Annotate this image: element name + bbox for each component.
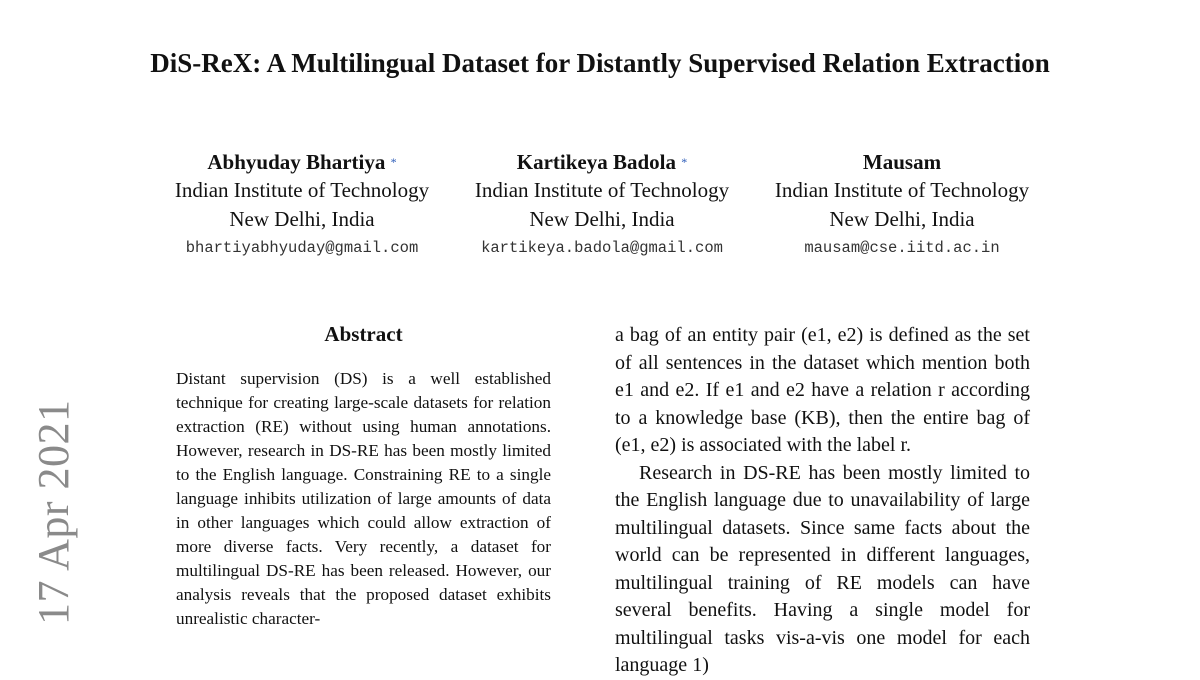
author-email: mausam@cse.iitd.ac.in — [804, 239, 1000, 257]
author-email: bhartiyabhyuday@gmail.com — [185, 239, 419, 257]
author-block — [752, 148, 1052, 262]
paper-title: DiS-ReX: A Multilingual Dataset for Distantly Supervised Relation Extraction — [150, 48, 1050, 78]
author-affiliation: Indian Institute of Technology — [174, 178, 430, 202]
author-name — [752, 148, 1052, 176]
author-block — [152, 148, 452, 262]
abstract-heading: Abstract — [324, 322, 403, 346]
author-location: New Delhi, India — [229, 207, 375, 231]
author-name — [152, 148, 452, 176]
body-paragraph: Research in DS-RE has been mostly limited to the English language due to unavailability of large multilingual datasets. Since same facts about the world can be represented in different languages, multilingual training of RE models can have several benefits. Having a single model for multilingual tasks vis-a-vis one model for each language 1) — [615, 461, 1030, 676]
author-location: New Delhi, India — [829, 207, 975, 231]
author-location: New Delhi, India — [529, 207, 675, 231]
author-affiliation: Indian Institute of Technology — [774, 178, 1030, 202]
body-column-right — [615, 322, 1030, 680]
author-email: kartikeya.badola@gmail.com — [481, 239, 723, 257]
author-name-text: Abhyuday Bhartiya — [207, 150, 386, 174]
author-name-text: Kartikeya Badola — [516, 150, 676, 174]
equal-contribution-mark[interactable]: * — [681, 155, 688, 169]
equal-contribution-mark[interactable]: * — [390, 155, 397, 169]
author-name — [452, 148, 752, 176]
author-name-text: Mausam — [862, 150, 942, 174]
body-paragraph: a bag of an entity pair (e1, e2) is defined as the set of all sentences in the dataset which mention both e1 and e2. If e1 and e2 have a relation r according to a knowledge base (KB), then the entire bag of (e1, e2) is associated with the label r. — [615, 324, 1030, 456]
author-affiliation: Indian Institute of Technology — [474, 178, 730, 202]
abstract-text: Distant supervision (DS) is a well established technique for creating large-scale datasets for relation extraction (RE) without using human annotations. However, research in DS-RE has been mostly limited to the English language. Constraining RE to a single language inhibits utilization of large amounts of data in other languages which could allow extraction of more diverse facts. Very recently, a dataset for multilingual DS-RE has been released. However, our analysis reveals that the proposed dataset exhibits unrealistic character- — [176, 369, 551, 628]
author-block — [452, 148, 752, 262]
arxiv-date-stamp: 17 Apr 2021 — [29, 399, 78, 625]
